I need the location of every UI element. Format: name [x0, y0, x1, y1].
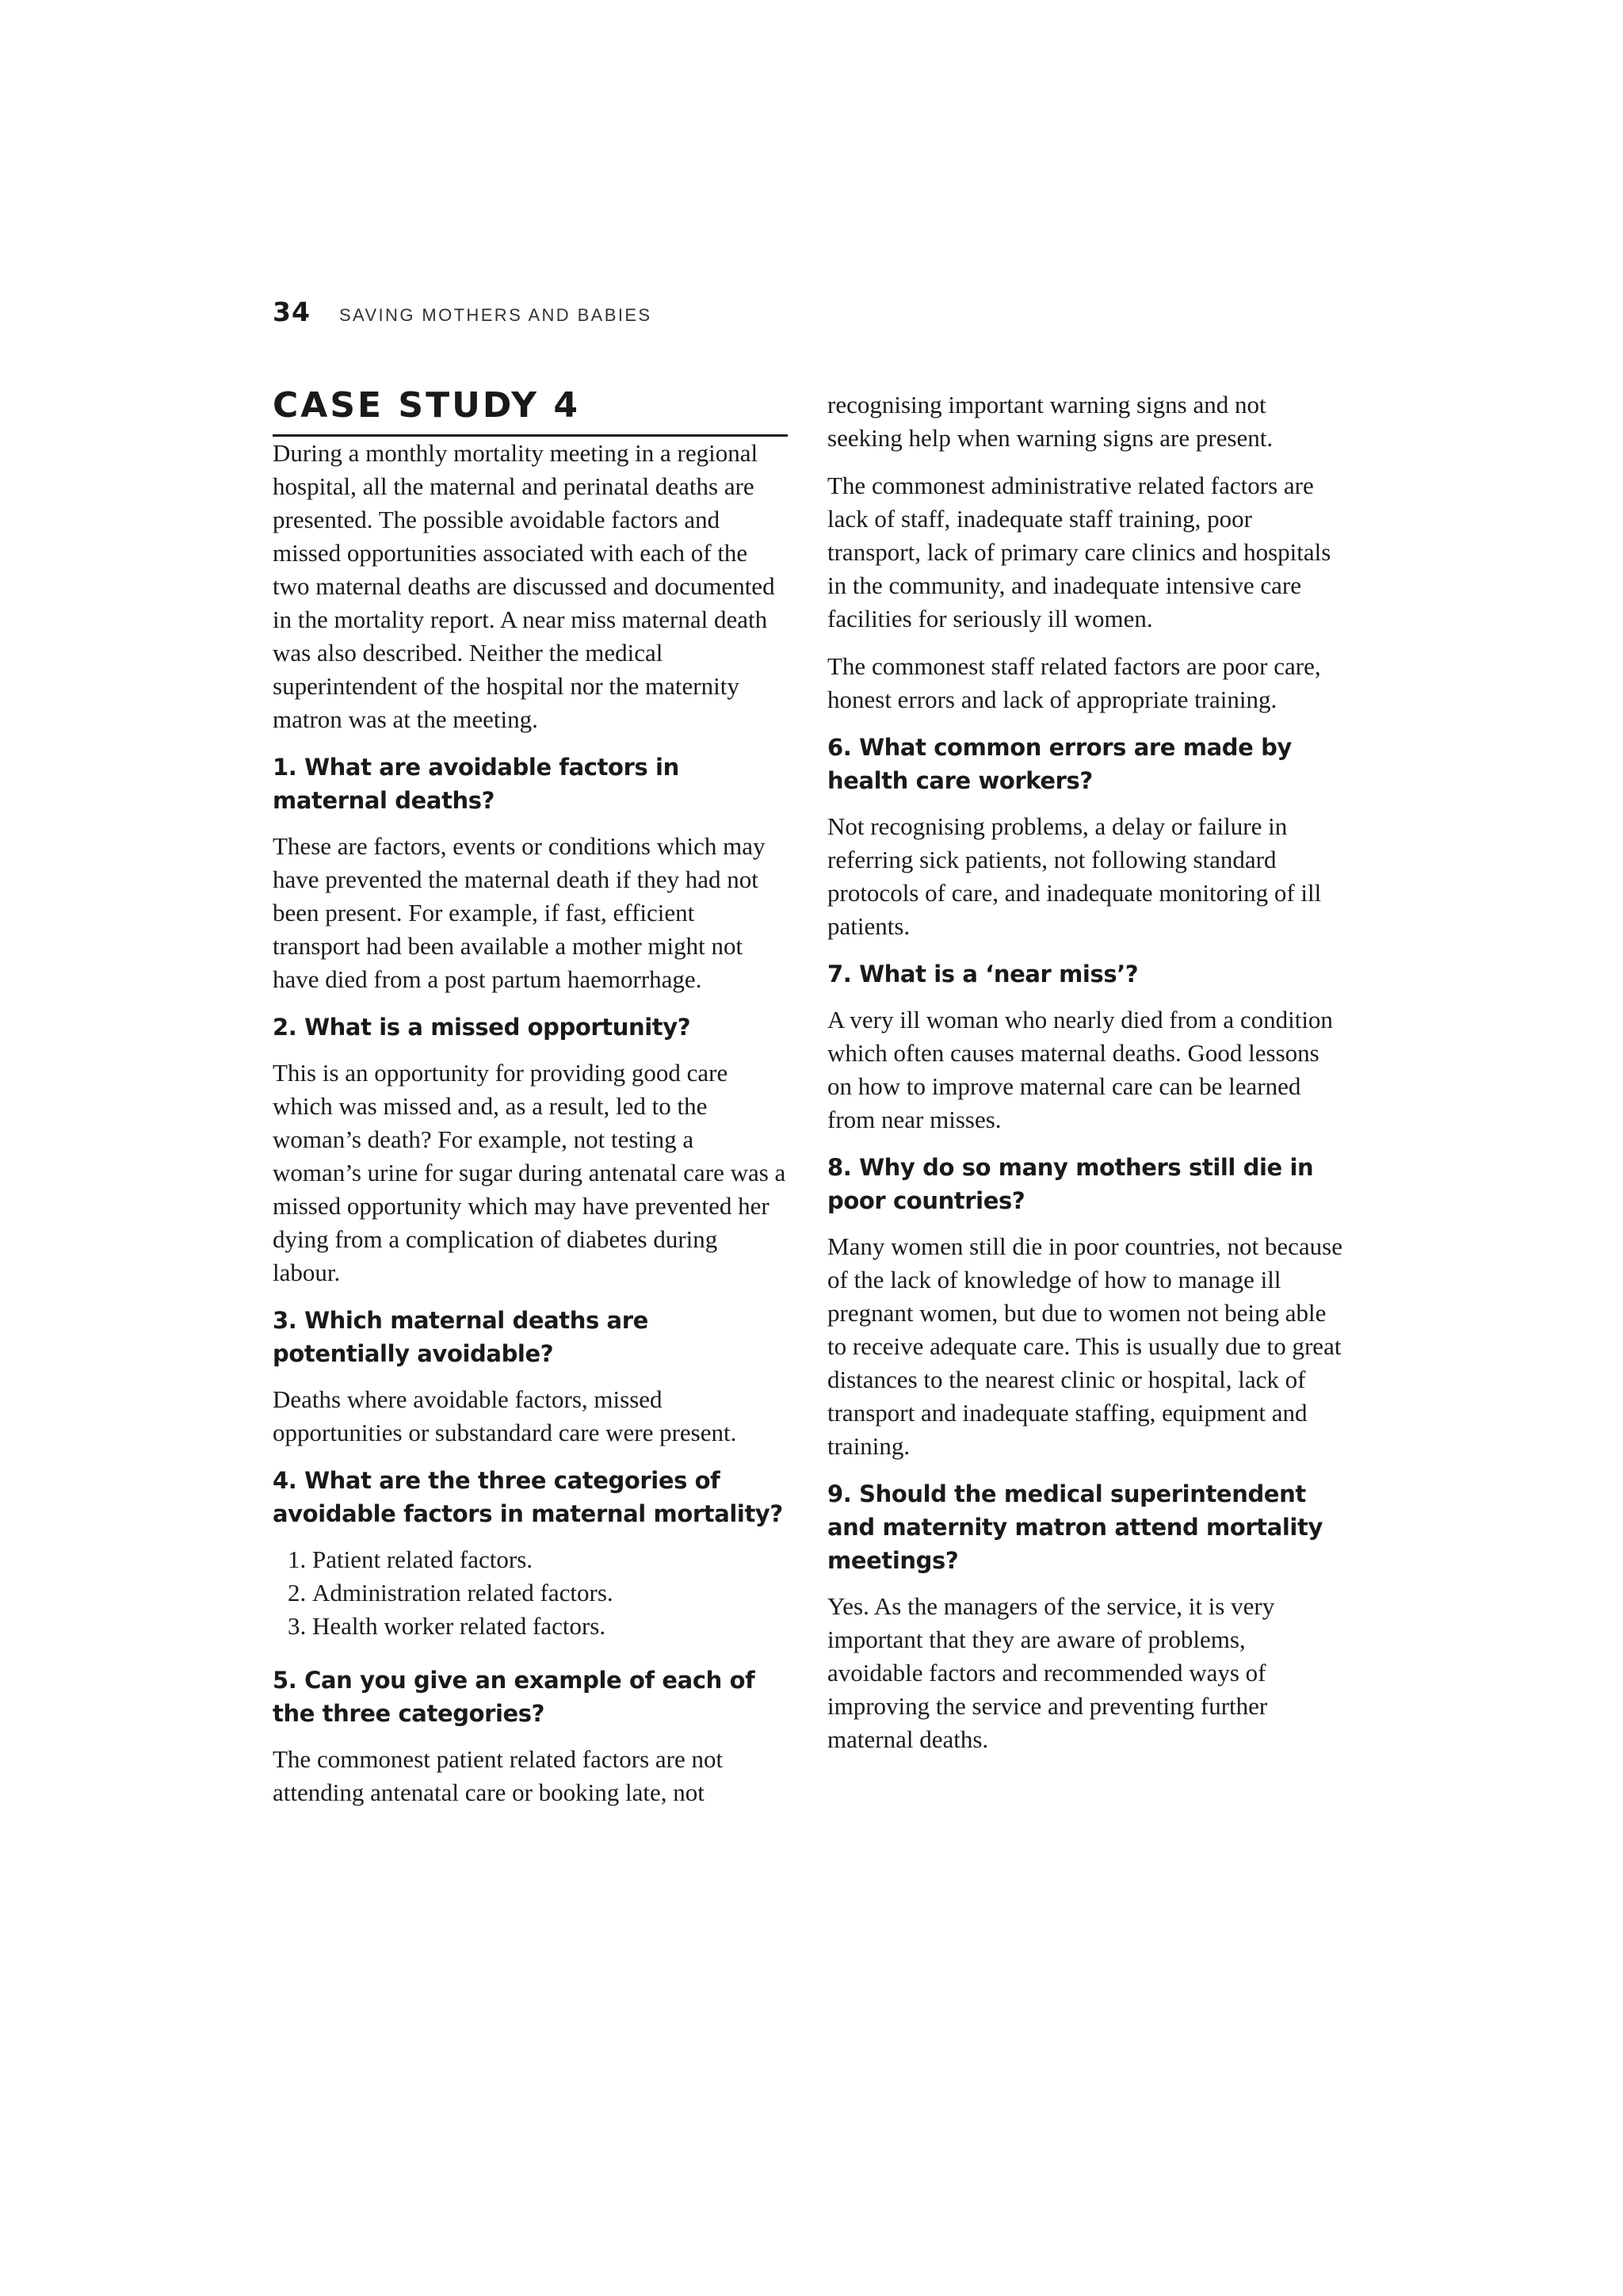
- categories-list: [273, 1543, 788, 1643]
- list-item: 1. Patient related factors.: [312, 1543, 788, 1576]
- question-1: 1. What are avoidable factors in maternal deaths?: [273, 754, 679, 815]
- answer-7: A very ill woman who nearly died from a condition which often causes maternal deaths. Good lessons on how to improve maternal care can be learned from near misses.: [827, 1006, 1333, 1133]
- answer-5-continued: recognising important warning signs and not seeking help when warning signs are present.: [827, 391, 1274, 452]
- page-header: [273, 296, 652, 327]
- answer-5-start: The commonest patient related factors are not attending antenatal care or booking late, not: [273, 1745, 724, 1807]
- right-column: [827, 388, 1342, 1771]
- question-9: 9. Should the medical superintendent and maternity matron attend mortality meetings?: [827, 1480, 1323, 1574]
- answer-5-staff: The commonest staff related factors are poor care, honest errors and lack of appropriate training.: [827, 652, 1321, 713]
- list-item: 3. Health worker related factors.: [312, 1610, 788, 1643]
- page-number: 34: [273, 296, 311, 327]
- question-6: 6. What common errors are made by health care workers?: [827, 734, 1292, 794]
- question-2: 2. What is a missed opportunity?: [273, 1014, 691, 1041]
- question-3: 3. Which maternal deaths are potentially avoidable?: [273, 1307, 648, 1368]
- question-8: 8. Why do so many mothers still die in poor countries?: [827, 1154, 1314, 1214]
- answer-3: Deaths where avoidable factors, missed opportunities or substandard care were present.: [273, 1385, 737, 1447]
- answer-8: Many women still die in poor countries, not because of the lack of knowledge of how to manage ill pregnant women, but due to women not being able to receive adequate care. This is usually due to great distances to the nearest clinic or hospital, lack of transport and inadequate staffing, equipment and training.: [827, 1232, 1343, 1460]
- intro-paragraph: During a monthly mortality meeting in a regional hospital, all the maternal and perinatal deaths are presented. The possible avoidable factors and missed opportunities associated with each of the two maternal deaths are discussed and documented in the mortality report. A near miss maternal death was also described. Neither the medical superintendent of the hospital nor the maternity matron was at the meeting.: [273, 439, 775, 734]
- question-5: 5. Can you give an example of each of the three categories?: [273, 1667, 755, 1728]
- question-7: 7. What is a ‘near miss’?: [827, 961, 1139, 988]
- answer-9: Yes. As the managers of the service, it is very important that they are aware of problems, avoidable factors and recommended ways of improving the service and preventing further maternal deaths.: [827, 1592, 1275, 1753]
- left-column: [273, 387, 788, 1824]
- answer-2: This is an opportunity for providing good care which was missed and, as a result, led to the woman’s death? For example, not testing a woman’s urine for sugar during antenatal care was a missed opportunity which may have prevented her dying from a complication of diabetes during labour.: [273, 1059, 786, 1287]
- case-study-title: CASE STUDY 4: [273, 387, 788, 437]
- running-title: SAVING MOTHERS AND BABIES: [338, 305, 652, 325]
- answer-5-admin: The commonest administrative related factors are lack of staff, inadequate staff training, poor transport, lack of primary care clinics and hospitals in the community, and inadequate intensive care facilities for seriously ill women.: [827, 472, 1331, 632]
- list-item: 2. Administration related factors.: [312, 1576, 788, 1610]
- answer-1: These are factors, events or conditions which may have prevented the maternal death if they had not been present. For example, if fast, efficient transport had been available a mother might not have died from a post partum haemorrhage.: [273, 832, 766, 994]
- answer-6: Not recognising problems, a delay or failure in referring sick patients, not following standard protocols of care, and inadequate monitoring of ill patients.: [827, 812, 1322, 940]
- question-4: 4. What are the three categories of avoidable factors in maternal mortality?: [273, 1467, 783, 1528]
